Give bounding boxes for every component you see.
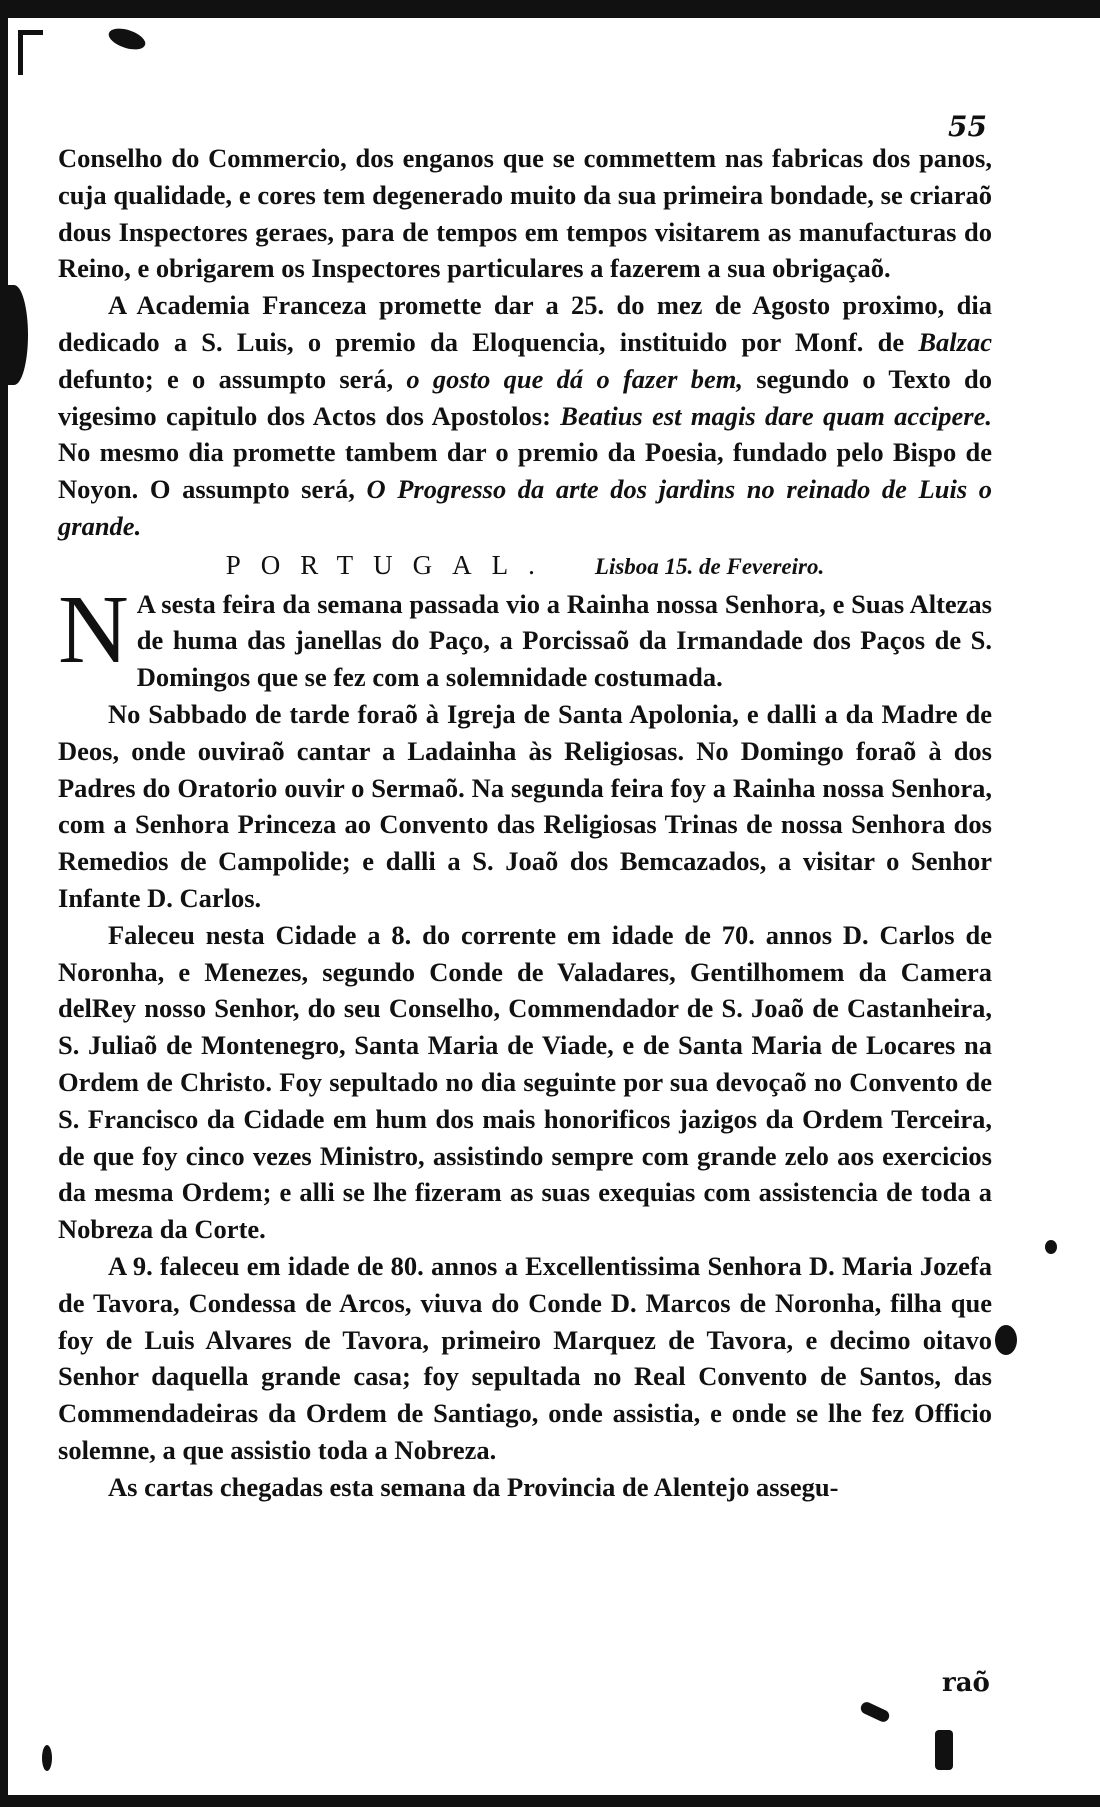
heading-date: Lisboa 15. de Fevereiro. <box>594 553 825 579</box>
gazette-text-column <box>58 140 992 1505</box>
academia-text-2: defunto; e o assumpto será, <box>58 363 394 394</box>
academia-text-1: A Academia Franceza promette dar a 25. do mez de Agosto proximo, dia dedicado a S. Luis, o premio da Eloquencia, instituido por Monf. de <box>58 290 992 357</box>
drop-cap: N <box>58 575 129 684</box>
news-paragraph-2: No Sabbado de tarde foraõ à Igreja de Santa Apolonia, e dalli a da Madre de Deos, onde ouviraõ cantar a Ladainha às Religiosas. No Domingo foraõ à dos Padres do Oratorio ouvir o Sermaõ. Na segunda feira foy a Rainha nossa Senhora, com a Senhora Princeza ao Convento das Religiosas Trinas de nossa Senhora dos Remedios de Campolide; e dalli a S. Joaõ dos Bemcazados, a visitar o Senhor Infante D. Carlos. <box>58 698 992 913</box>
news-paragraph-3: Faleceu nesta Cidade a 8. do corrente em idade de 70. annos D. Carlos de Noronha, e Menezes, segundo Conde de Valadares, Gentilhomem da Camera delRey nosso Senhor, do seu Conselho, Commendador de S. Joaõ de Castanheira, S. Juliaõ de Montenegro, Santa Maria de Viade, e de Santa Maria de Locares na Ordem de Christo. Foy sepultado no dia seguinte por sua devoçaõ no Convento de S. Francisco da Cidade em hum dos mais honorificos jazigos da Ordem Terceira, de que foy cinco vezes Ministro, assistindo sempre com grande zelo aos exercicios da mesma Ordem; e alli se lhe fizeram as suas exequias com assistencia de toda a Nobreza da Corte. <box>58 919 992 1245</box>
heading-place: PORTUGAL. <box>225 549 555 580</box>
news-paragraph-1 <box>58 575 992 696</box>
academia-poetry-theme: O Progresso da arte dos jardins no reinado de Luis o grande. <box>58 474 993 541</box>
news-paragraph-5: As cartas chegadas esta semana da Provincia de Alentejo assegu- <box>108 1471 839 1502</box>
page-number: 55 <box>948 110 987 143</box>
academia-quote: Beatius est magis dare quam accipere. <box>560 400 993 431</box>
academia-balzac: Balzac <box>918 326 992 357</box>
ink-mark-bottom-1 <box>859 1700 891 1724</box>
ink-blot-top <box>106 25 148 54</box>
ink-mark-bottom-left <box>42 1745 52 1771</box>
academia-text-3: segundo o Texto do vigesimo capitulo dos Actos dos Apostolos: <box>58 363 993 431</box>
continuation-text: Conselho do Commercio, dos enganos que se commettem nas fabricas dos panos, cuja qualidade, e cores tem degenerado muito da sua primeira bondade, se criaraõ dous Inspectores geraes, para de tempos em tempos visitarem as manufacturas do Reino, e obrigarem os Inspectores particulares a fazerem a sua obrigaçaõ. <box>58 143 992 284</box>
scan-top-border <box>0 0 1100 18</box>
ink-mark-bottom-2 <box>935 1730 953 1770</box>
scan-corner-mark <box>18 30 43 75</box>
scan-left-smudge <box>0 285 28 385</box>
continuation-paragraph <box>58 140 992 287</box>
academia-paragraph <box>58 287 992 545</box>
news-paragraph-1-text: A sesta feira da semana passada vio a Rainha nossa Senhora, e Suas Altezas de huma das janellas do Paço, a Porcissaõ da Irmandade dos Paços de S. Domingos que se fez com a solemnidade costumada. <box>136 588 992 693</box>
scan-bottom-border <box>0 1795 1100 1807</box>
academia-text-4: No mesmo dia promette tambem dar o premio da Poesia, fundado pelo Bispo de Noyon. O assumpto será, <box>58 437 992 505</box>
section-heading <box>58 547 992 586</box>
academia-theme: o gosto que dá o fazer bem, <box>406 363 743 394</box>
catchword: raõ <box>942 1668 990 1698</box>
ink-blot-right <box>995 1325 1017 1355</box>
news-paragraph-4: A 9. faleceu em idade de 80. annos a Excellentissima Senhora D. Maria Jozefa de Tavora, Condessa de Arcos, viuva do Conde D. Marcos de Noronha, filha que foy de Luis Alvares de Tavora, primeiro Marquez de Tavora, e decimo oitavo Senhor daquella grande casa; foy sepultada no Real Convento de Santos, das Commendadeiras da Ordem de Santiago, onde assistia, e onde se lhe fez Officio solemne, a que assistio toda a Nobreza. <box>58 1250 992 1465</box>
ink-dot-right <box>1045 1240 1057 1254</box>
